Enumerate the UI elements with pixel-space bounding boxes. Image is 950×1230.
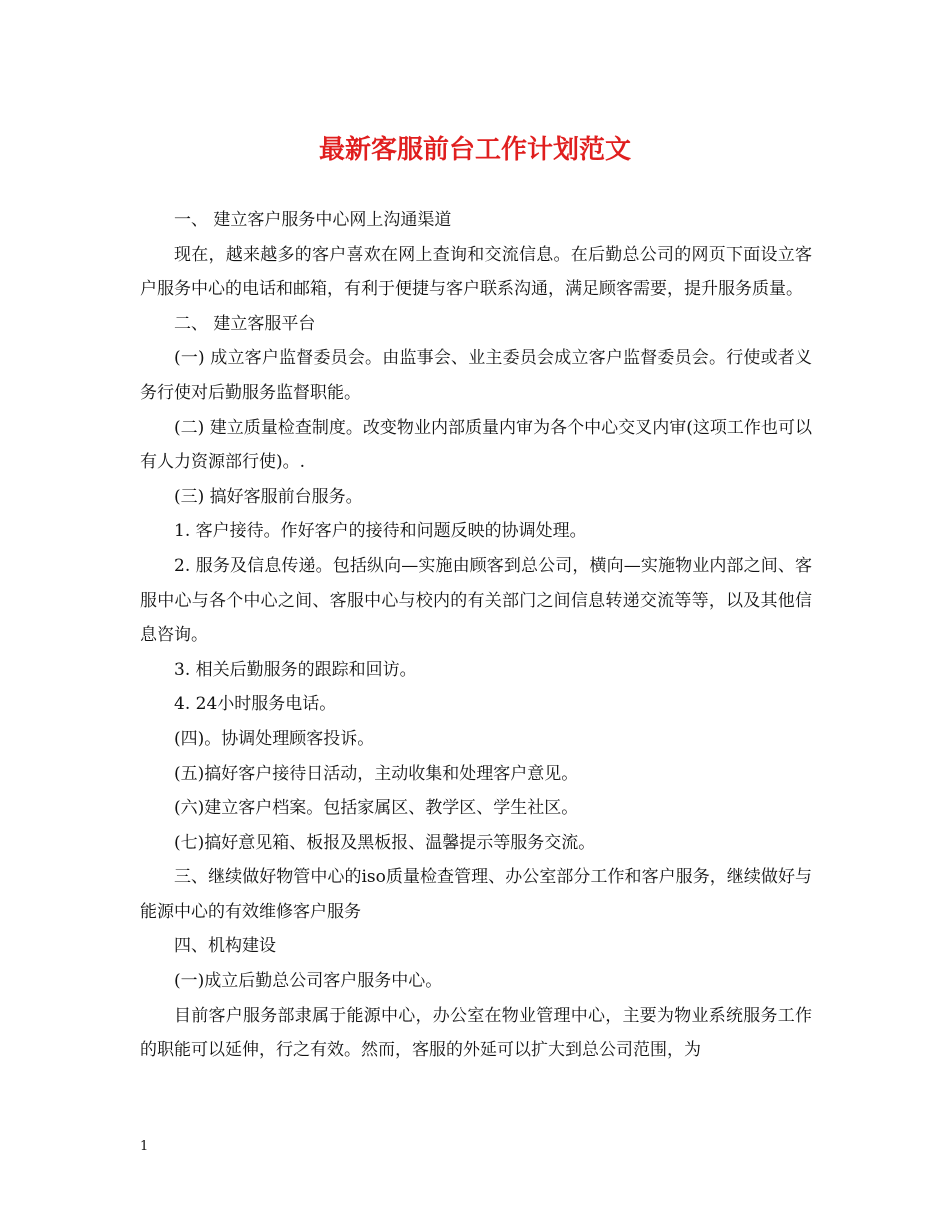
paragraph: (二) 建立质量检查制度。改变物业内部质量内审为各个中心交叉内审(这项工作也可以有人力资源部行使)。. xyxy=(140,417,812,473)
paragraph: (六)建立客户档案。包括家属区、教学区、学生社区。 xyxy=(174,798,579,819)
document-body xyxy=(140,203,812,1068)
paragraph: (一)成立后勤总公司客户服务中心。 xyxy=(174,971,443,992)
paragraph: (四)。协调处理顾客投诉。 xyxy=(174,728,375,749)
list-item: 1. 客户接待。作好客户的接待和问题反映的协调处理。 xyxy=(174,521,587,542)
list-item: 4. 24小时服务电话。 xyxy=(174,694,337,715)
paragraph-heading-4: 四、机构建设 xyxy=(174,936,276,957)
paragraph: (五)搞好客户接待日活动，主动收集和处理客户意见。 xyxy=(174,763,579,784)
paragraph: (三) 搞好客服前台服务。 xyxy=(174,486,363,507)
paragraph: (一) 成立客户监督委员会。由监事会、业主委员会成立客户监督委员会。行使或者义务行使对后勤服务监督职能。 xyxy=(140,348,812,403)
paragraph-heading-1: 一、 建立客户服务中心网上沟通渠道 xyxy=(174,210,452,230)
page-number: 1 xyxy=(140,1139,149,1154)
paragraph-heading-3: 三、继续做好物管中心的iso质量检查管理、办公室部分工作和客户服务，继续做好与能源中心的有效维修客户服务 xyxy=(140,867,812,922)
document-title: 最新客服前台工作计划范文 xyxy=(318,135,631,165)
paragraph: (七)搞好意见箱、板报及黑板报、温馨提示等服务交流。 xyxy=(174,832,596,853)
paragraph: 现在，越来越多的客户喜欢在网上查询和交流信息。在后勤总公司的网页下面设立客户服务中心的电话和邮箱，有利于便捷与客户联系沟通，满足顾客需要，提升服务质量。 xyxy=(140,244,812,300)
list-item: 3. 相关后勤服务的跟踪和回访。 xyxy=(174,659,417,680)
list-item: 2. 服务及信息传递。包括纵向—实施由顾客到总公司，横向—实施物业内部之间、客服中心与各个中心之间、客服中心与校内的有关部门之间信息转递交流等等，以及其他信息咨询。 xyxy=(140,555,812,646)
paragraph-heading-2: 二、 建立客服平台 xyxy=(174,313,316,334)
paragraph: 目前客户服务部隶属于能源中心，办公室在物业管理中心，主要为物业系统服务工作的职能可以延伸，行之有效。然而，客服的外延可以扩大到总公司范围，为 xyxy=(140,1005,812,1061)
